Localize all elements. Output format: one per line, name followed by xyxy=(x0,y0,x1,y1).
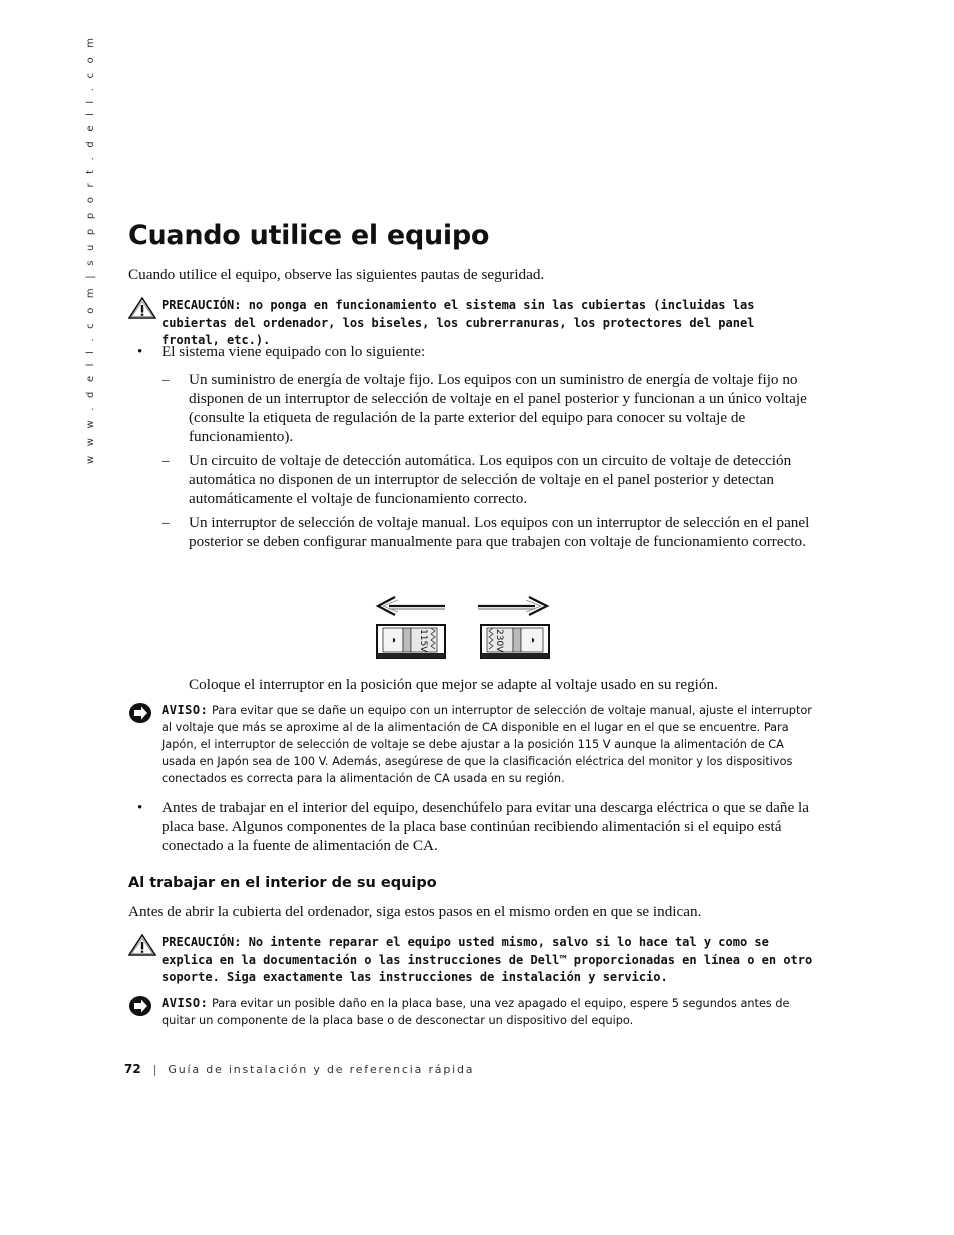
switch-label-115v: 115V xyxy=(418,629,428,653)
warning-triangle-icon xyxy=(128,297,156,324)
aviso-text: Para evitar un posible daño en la placa base, una vez apagado el equipo, espere 5 segundos antes de quitar un componente de la placa base o de desconectar un dispositivo del equipo. xyxy=(162,997,790,1027)
switch-230v-icon xyxy=(481,625,549,658)
dash-mark: – xyxy=(162,452,170,469)
section-intro: Antes de abrir la cubierta del ordenador, siga estos pasos en el mismo orden en que se indican. xyxy=(128,903,702,920)
notice-aviso-1 xyxy=(128,702,818,787)
switch-label-230v: 230V xyxy=(494,629,504,653)
dash-mark: – xyxy=(162,514,170,531)
section-heading: Al trabajar en el interior de su equipo xyxy=(128,875,437,891)
footer-separator: | xyxy=(152,1063,157,1076)
caution-label: PRECAUCIÓN: xyxy=(162,935,242,949)
bullet-text: El sistema viene equipado con lo siguiente: xyxy=(162,343,426,360)
switch-caption: Coloque el interruptor en la posición que mejor se adapte al voltaje usado en su región. xyxy=(189,676,718,693)
sidebar-url-text: w w w . d e l l . c o m | s u p p o r t . d e l l . c o m xyxy=(85,34,96,464)
caution-label: PRECAUCIÓN: xyxy=(162,298,242,312)
list-item xyxy=(162,513,812,551)
caution-notice-2 xyxy=(128,934,818,987)
voltage-switch-figure xyxy=(375,594,555,662)
notice-circle-icon xyxy=(128,702,154,729)
bullet-mark: • xyxy=(137,343,143,360)
svg-text:◑: ◑ xyxy=(389,635,397,646)
svg-text:◑: ◑ xyxy=(528,635,536,646)
page-footer xyxy=(124,1062,474,1076)
notice-circle-icon xyxy=(128,995,154,1022)
voltage-switch-illustration xyxy=(375,594,555,667)
list-item xyxy=(137,342,817,361)
list-item xyxy=(162,370,812,446)
aviso-label: AVISO: xyxy=(162,703,209,717)
switch-115v-icon xyxy=(377,625,445,658)
aviso-label: AVISO: xyxy=(162,996,209,1010)
aviso-text: Para evitar que se dañe un equipo con un interruptor de selección de voltaje manual, ajuste el interruptor al voltaje que más se aproxime al de la alimentación de CA disponible en el lugar en el que se encuentre. Para Japón, el interruptor de selección de voltaje se debe ajustar a la posición 115 V aunque la alimentación de CA usada en Japón sea de 100 V. Además, asegúrese de que la clasificación eléctrica del monitor y los dispositivos conectados es correcta para la alimentación de CA usada en su región. xyxy=(162,704,812,785)
caution-text: No intente reparar el equipo usted mismo, salvo si lo hace tal y como se explica en la documentación o las instrucciones de Dell™ proporcionadas en línea o en otro soporte. Siga exactamente las instrucciones de instalación y servicio. xyxy=(162,935,813,984)
page-title: Cuando utilice el equipo xyxy=(128,220,490,251)
caution-text: no ponga en funcionamiento el sistema sin las cubiertas (incluidas las cubiertas del ordenador, los biseles, los cubrerranuras, los protectores del panel frontal, etc.). xyxy=(162,298,755,347)
right-arrow-icon xyxy=(478,597,547,615)
warning-triangle-icon xyxy=(128,934,156,961)
bullet-text: Antes de trabajar en el interior del equipo, desenchúfelo para evitar una descarga eléctrica o que se dañe la placa base. Algunos componentes de la placa base continúan recibiendo alimentación si el equipo está conectado a la fuente de alimentación de CA. xyxy=(162,799,809,854)
dash-item-text: Un interruptor de selección de voltaje manual. Los equipos con un interruptor de selección en el panel posterior se deben configurar manualmente para que trabajen con voltaje de funcionamiento correcto. xyxy=(189,514,810,550)
dash-item-text: Un circuito de voltaje de detección automática. Los equipos con un circuito de voltaje de detección automática no disponen de un interruptor de selección de voltaje en el panel posterior y detectan automáticamente el voltaje de funcionamiento correcto. xyxy=(189,452,792,507)
notice-aviso-2 xyxy=(128,995,818,1029)
left-arrow-icon xyxy=(378,597,445,615)
intro-text: Cuando utilice el equipo, observe las siguientes pautas de seguridad. xyxy=(128,266,545,283)
dash-mark: – xyxy=(162,371,170,388)
list-item xyxy=(162,451,812,508)
bullet-mark: • xyxy=(137,799,143,816)
dash-item-text: Un suministro de energía de voltaje fijo. Los equipos con un suministro de energía de voltaje fijo no disponen de un interruptor de selección de voltaje en el panel posterior y funcionan a un único voltaje (consulte la etiqueta de regulación de la parte exterior del equipo para conocer su voltaje de funcionamiento). xyxy=(189,371,807,445)
page-number: 72 xyxy=(124,1062,141,1076)
list-item xyxy=(137,798,817,855)
footer-book-title: Guía de instalación y de referencia rápida xyxy=(168,1063,475,1076)
